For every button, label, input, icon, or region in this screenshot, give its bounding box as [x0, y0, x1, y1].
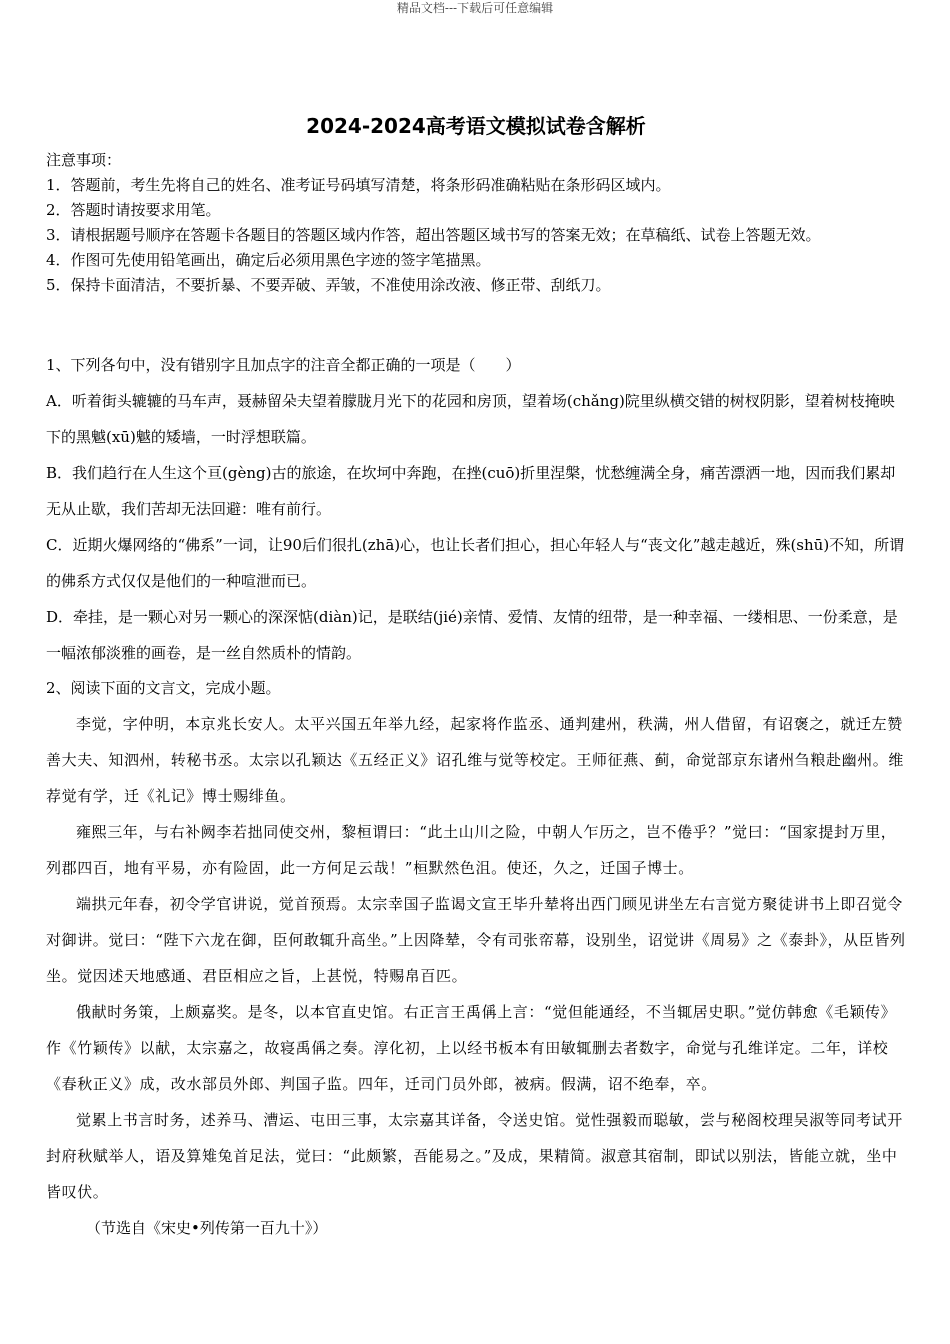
question-2	[46, 671, 906, 1246]
question-1-stem: 1、下列各句中，没有错别字且加点字的注音全都正确的一项是（ ）	[46, 356, 521, 374]
passage-paragraph: 端拱元年春，初令学官讲说，觉首预焉。太宗幸国子监谒文宣王毕升辇将出西门顾见讲坐左右言觉方聚徒讲书上即召觉令对御讲。觉曰：“陛下六龙在御，臣何敢辄升高坐。”上因降辇，令有司张帟幕，设别坐，诏觉讲《周易》之《泰卦》，从臣皆列坐。觉因述天地感通、君臣相应之旨，上甚悦，特赐帛百匹。	[46, 895, 906, 985]
page-title: 2024-2024高考语文模拟试卷含解析	[306, 114, 646, 138]
passage-source: （节选自《宋史•列传第一百九十》）	[86, 1219, 328, 1237]
question-1	[46, 348, 906, 671]
note-item: 2．答题时请按要求用笔。	[46, 201, 221, 219]
page-header: 精品文档---下载后可任意编辑	[396, 1, 554, 15]
note-item: 5．保持卡面清洁，不要折暴、不要弄破、弄皱，不准使用涂改液、修正带、刮纸刀。	[46, 276, 611, 294]
passage-paragraph: 觉累上书言时务，述养马、漕运、屯田三事，太宗嘉其详备，令送史馆。觉性强毅而聪敏，尝与秘阁校理吴淑等同考试开封府秋赋举人，语及算雉兔首足法，觉曰：“此颇繁，吾能易之。”及成，果精简。淑意其宿制，即试以别法，皆能立就，坐中皆叹伏。	[46, 1111, 903, 1201]
note-item: 4．作图可先使用铅笔画出，确定后必须用黑色字迹的签字笔描黑。	[46, 251, 491, 269]
note-item: 1．答题前，考生先将自己的姓名、准考证号码填写清楚，将条形码准确粘贴在条形码区域内。	[46, 176, 671, 194]
question-2-stem: 2、阅读下面的文言文，完成小题。	[46, 679, 281, 697]
option-c: C．近期火爆网络的“佛系”一词，让90后们很扎(zhā)心，也让长者们担心，担心年轻人与“丧文化”越走越近，殊(shū)不知，所谓的佛系方式仅仅是他们的一种喧泄而已。	[46, 536, 905, 590]
passage-paragraph: 俄献时务策，上颇嘉奖。是冬，以本官直史馆。右正言王禹偁上言：“觉但能通经，不当辄居史职。”觉仿韩愈《毛颖传》作《竹颖传》以献，太宗嘉之，故寝禹偁之奏。淳化初，上以经书板本有田敏辄删去者数字，命觉与孔维详定。二年，详校《春秋正义》成，改水部员外郎、判国子监。四年，迁司门员外郎，被病。假满，诏不绝奉，卒。	[46, 1003, 897, 1093]
notes-section	[46, 148, 906, 298]
passage-paragraph: 李觉，字仲明，本京兆长安人。太平兴国五年举九经，起家将作监丞、通判建州，秩满，州人借留，有诏褒之，就迁左赞善大夫、知泗州，转秘书丞。太宗以孔颖达《五经正义》诏孔维与觉等校定。王师征燕、蓟，命觉部京东诸州刍粮赴幽州。维荐觉有学，迁《礼记》博士赐绯鱼。	[46, 715, 905, 805]
option-b: B．我们趋行在人生这个亘(gèng)古的旅途，在坎坷中奔跑，在挫(cuō)折里涅槃，忧愁缠满全身，痛苦漂洒一地，因而我们累却无从止歇，我们苦却无法回避：唯有前行。	[46, 464, 896, 518]
notes-heading: 注意事项：	[46, 151, 122, 169]
note-item: 3．请根据题号顺序在答题卡各题目的答题区域内作答，超出答题区域书写的答案无效；在草稿纸、试卷上答题无效。	[46, 226, 821, 244]
passage-paragraph: 雍熙三年，与右补阙李若拙同使交州，黎桓谓曰：“此土山川之险，中朝人乍历之，岂不倦乎？”觉曰：“国家提封万里，列郡四百，地有平易，亦有险固，此一方何足云哉！”桓默然色沮。使还，久之，迁国子博士。	[46, 823, 897, 877]
document-page	[46, 112, 906, 1246]
option-d: D．牵挂，是一颗心对另一颗心的深深惦(diàn)记，是联结(jié)亲情、爱情、友情的纽带，是一种幸福、一缕相思、一份柔意，是一幅浓郁淡雅的画卷，是一丝自然质朴的情韵。	[46, 608, 898, 662]
option-a: A．听着街头辘辘的马车声，聂赫留朵夫望着朦胧月光下的花园和房顶，望着场(chǎng)院里纵横交错的树杈阴影，望着树枝掩映下的黑魆(xū)魆的矮墙，一时浮想联篇。	[46, 392, 895, 446]
